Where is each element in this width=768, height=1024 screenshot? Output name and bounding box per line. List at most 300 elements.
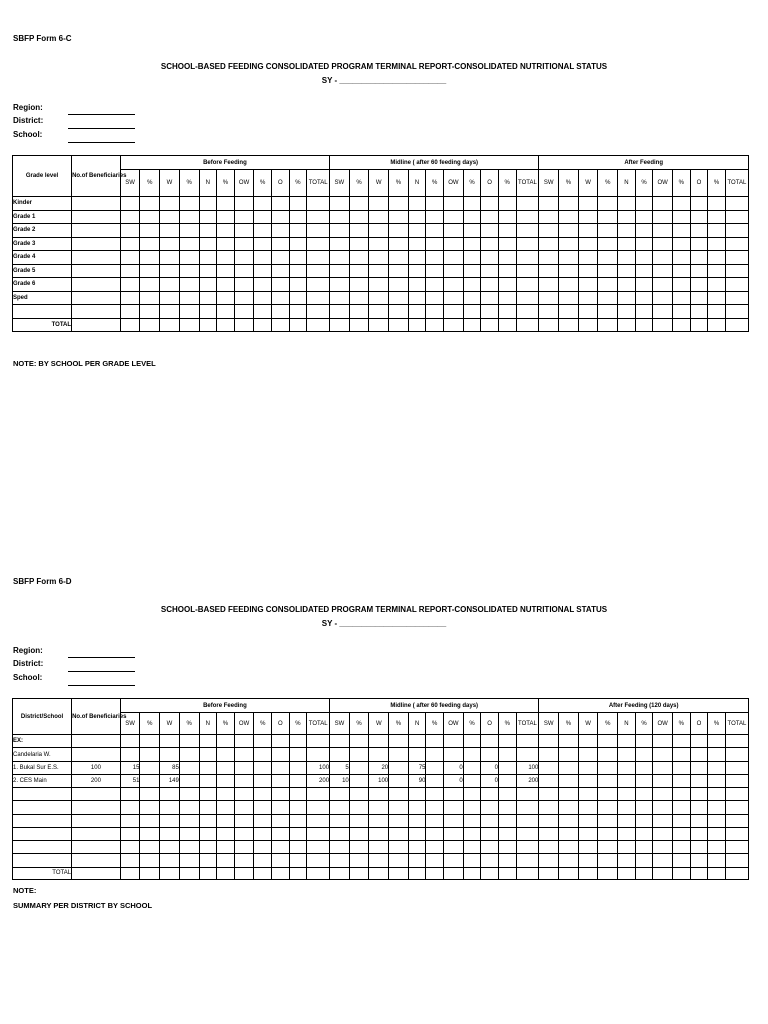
value-cell: 100 — [307, 762, 330, 775]
sub-header: % — [349, 170, 369, 197]
data-cell — [559, 210, 579, 224]
data-cell — [72, 801, 121, 814]
data-cell — [618, 319, 636, 332]
form-c-note: NOTE: BY SCHOOL PER GRADE LEVEL — [13, 359, 156, 368]
data-cell — [598, 788, 618, 801]
col-header-name: District/School — [13, 699, 72, 735]
data-cell — [369, 801, 389, 814]
data-cell — [690, 867, 708, 879]
data-cell — [140, 278, 160, 292]
data-cell — [498, 251, 516, 265]
data-cell — [618, 305, 636, 319]
data-cell — [179, 224, 199, 238]
data-cell — [254, 251, 272, 265]
sub-header: % — [598, 713, 618, 735]
sub-header: TOTAL — [725, 713, 748, 735]
data-cell — [539, 841, 559, 854]
school-name-cell: 2. CES Main — [13, 775, 72, 788]
data-cell — [369, 264, 389, 278]
data-cell — [725, 319, 748, 332]
data-cell — [598, 827, 618, 840]
data-cell — [254, 264, 272, 278]
data-cell — [272, 319, 290, 332]
data-cell — [349, 291, 369, 305]
data-cell — [498, 278, 516, 292]
data-cell — [635, 827, 653, 840]
data-cell — [272, 264, 290, 278]
data-cell — [179, 197, 199, 211]
data-cell — [369, 224, 389, 238]
data-cell — [444, 841, 464, 854]
data-cell — [539, 224, 559, 238]
data-cell — [673, 827, 691, 840]
data-cell — [120, 867, 140, 879]
data-cell — [330, 841, 350, 854]
data-cell — [690, 291, 708, 305]
value-cell: 100 — [516, 762, 539, 775]
data-cell — [272, 278, 290, 292]
data-cell — [708, 224, 726, 238]
sub-header: W — [160, 170, 180, 197]
data-cell — [690, 305, 708, 319]
data-cell — [498, 291, 516, 305]
data-cell — [307, 814, 330, 827]
data-cell — [72, 319, 121, 332]
data-cell — [708, 841, 726, 854]
data-cell — [578, 854, 598, 867]
data-cell — [254, 854, 272, 867]
data-cell — [444, 735, 464, 748]
data-cell — [289, 291, 307, 305]
data-cell — [199, 224, 217, 238]
data-cell — [254, 841, 272, 854]
data-cell — [516, 814, 539, 827]
data-cell — [498, 841, 516, 854]
data-cell — [578, 224, 598, 238]
data-cell — [725, 278, 748, 292]
table-row — [13, 305, 749, 319]
data-cell — [498, 264, 516, 278]
data-cell — [389, 841, 409, 854]
sub-header: % — [389, 713, 409, 735]
data-cell — [254, 827, 272, 840]
value-cell — [725, 775, 748, 788]
data-cell — [635, 291, 653, 305]
data-cell — [289, 237, 307, 251]
data-cell — [463, 210, 481, 224]
data-cell — [618, 841, 636, 854]
data-cell — [234, 305, 254, 319]
value-cell — [254, 762, 272, 775]
data-cell — [516, 197, 539, 211]
table-row — [13, 197, 749, 211]
data-cell — [578, 814, 598, 827]
data-cell — [673, 841, 691, 854]
table-row — [13, 210, 749, 224]
data-cell — [179, 305, 199, 319]
data-cell — [635, 264, 653, 278]
data-cell — [618, 197, 636, 211]
data-cell — [463, 224, 481, 238]
sub-header: W — [578, 170, 598, 197]
data-cell — [349, 224, 369, 238]
data-cell — [160, 801, 180, 814]
data-cell — [481, 264, 499, 278]
data-cell — [481, 210, 499, 224]
data-cell — [289, 788, 307, 801]
data-cell — [653, 814, 673, 827]
data-cell — [559, 237, 579, 251]
data-cell — [498, 827, 516, 840]
sub-header: W — [160, 713, 180, 735]
data-cell — [539, 814, 559, 827]
table-row — [13, 801, 749, 814]
data-cell — [463, 251, 481, 265]
data-cell — [618, 814, 636, 827]
data-cell — [369, 251, 389, 265]
data-cell — [444, 278, 464, 292]
data-cell — [578, 841, 598, 854]
data-cell — [408, 291, 426, 305]
data-cell — [120, 210, 140, 224]
table-row — [13, 264, 749, 278]
data-cell — [498, 854, 516, 867]
data-cell — [559, 841, 579, 854]
data-cell — [498, 867, 516, 879]
data-cell — [234, 291, 254, 305]
sub-header: OW — [653, 713, 673, 735]
data-cell — [234, 237, 254, 251]
data-cell — [369, 278, 389, 292]
data-cell — [463, 867, 481, 879]
data-cell — [408, 788, 426, 801]
data-cell — [349, 319, 369, 332]
data-cell — [653, 801, 673, 814]
data-cell — [578, 319, 598, 332]
value-cell — [653, 762, 673, 775]
data-cell — [708, 264, 726, 278]
data-cell — [234, 841, 254, 854]
data-cell — [516, 264, 539, 278]
data-cell — [217, 854, 235, 867]
data-cell — [673, 867, 691, 879]
data-cell — [444, 305, 464, 319]
data-cell — [598, 735, 618, 748]
data-cell — [444, 788, 464, 801]
data-cell — [708, 319, 726, 332]
value-cell: 149 — [160, 775, 180, 788]
data-cell — [289, 251, 307, 265]
sub-header: W — [369, 713, 389, 735]
data-cell — [481, 748, 499, 762]
data-cell — [307, 867, 330, 879]
data-cell — [120, 251, 140, 265]
data-cell — [349, 264, 369, 278]
data-cell — [140, 854, 160, 867]
data-cell — [708, 748, 726, 762]
form-c-id: SBFP Form 6-C — [13, 34, 72, 43]
data-cell — [72, 748, 121, 762]
data-cell — [217, 748, 235, 762]
data-cell — [349, 278, 369, 292]
data-cell — [72, 264, 121, 278]
sub-header: W — [578, 713, 598, 735]
value-cell — [498, 775, 516, 788]
group-header: After Feeding (120 days) — [539, 699, 749, 713]
data-cell — [140, 841, 160, 854]
data-cell — [672, 291, 690, 305]
data-cell — [426, 788, 444, 801]
data-cell — [481, 237, 499, 251]
sub-header: O — [481, 713, 499, 735]
data-cell — [463, 278, 481, 292]
data-cell — [199, 197, 217, 211]
data-cell — [481, 814, 499, 827]
data-cell — [426, 197, 444, 211]
data-cell — [653, 237, 673, 251]
value-cell — [463, 762, 481, 775]
data-cell — [516, 854, 539, 867]
table-row — [13, 775, 749, 788]
grade-level-cell: Sped — [13, 291, 72, 305]
data-cell — [598, 264, 618, 278]
data-cell — [120, 814, 140, 827]
data-cell — [272, 291, 290, 305]
data-cell — [539, 251, 559, 265]
data-cell — [179, 735, 199, 748]
sub-header: % — [140, 170, 160, 197]
data-cell — [120, 224, 140, 238]
data-cell — [690, 210, 708, 224]
data-cell — [426, 735, 444, 748]
data-cell — [672, 278, 690, 292]
data-cell — [307, 841, 330, 854]
data-cell — [349, 748, 369, 762]
data-cell — [349, 210, 369, 224]
data-cell — [72, 814, 121, 827]
sub-header: SW — [539, 170, 559, 197]
sub-header: TOTAL — [516, 713, 539, 735]
data-cell — [199, 264, 217, 278]
data-cell — [408, 251, 426, 265]
data-cell — [672, 210, 690, 224]
total-label: TOTAL — [13, 319, 72, 332]
value-cell — [140, 775, 160, 788]
data-cell — [389, 827, 409, 840]
data-cell — [72, 305, 121, 319]
data-cell — [272, 841, 290, 854]
data-cell — [559, 197, 579, 211]
data-cell — [618, 827, 636, 840]
data-cell — [234, 827, 254, 840]
data-cell — [272, 237, 290, 251]
data-cell — [725, 814, 748, 827]
data-cell — [179, 264, 199, 278]
data-cell — [481, 841, 499, 854]
data-cell — [426, 319, 444, 332]
data-cell — [289, 224, 307, 238]
data-cell — [578, 788, 598, 801]
data-cell — [725, 210, 748, 224]
value-cell — [234, 775, 254, 788]
data-cell — [672, 197, 690, 211]
data-cell — [426, 854, 444, 867]
data-cell — [618, 867, 636, 879]
sub-header: N — [408, 713, 426, 735]
data-cell — [272, 735, 290, 748]
data-cell — [179, 788, 199, 801]
data-cell — [254, 735, 272, 748]
sub-header: % — [672, 170, 690, 197]
data-cell — [307, 735, 330, 748]
data-cell — [369, 319, 389, 332]
data-cell — [272, 251, 290, 265]
value-cell — [389, 775, 409, 788]
data-cell — [289, 841, 307, 854]
value-cell — [389, 762, 409, 775]
data-cell — [199, 305, 217, 319]
data-cell — [217, 210, 235, 224]
data-cell — [199, 748, 217, 762]
data-cell — [179, 278, 199, 292]
data-cell — [234, 854, 254, 867]
data-cell — [498, 224, 516, 238]
data-cell — [690, 264, 708, 278]
data-cell — [444, 224, 464, 238]
data-cell — [618, 291, 636, 305]
data-cell — [349, 841, 369, 854]
data-cell — [349, 788, 369, 801]
sub-header: O — [272, 170, 290, 197]
data-cell — [653, 264, 673, 278]
data-cell — [140, 197, 160, 211]
data-cell — [539, 210, 559, 224]
data-cell — [498, 305, 516, 319]
data-cell — [598, 224, 618, 238]
value-cell — [199, 762, 217, 775]
data-cell — [708, 735, 726, 748]
data-cell — [179, 210, 199, 224]
data-cell — [481, 291, 499, 305]
data-cell — [539, 854, 559, 867]
table-row — [13, 237, 749, 251]
value-cell — [690, 762, 708, 775]
data-cell — [426, 210, 444, 224]
data-cell — [672, 305, 690, 319]
value-cell — [217, 762, 235, 775]
data-cell — [389, 278, 409, 292]
data-cell — [199, 827, 217, 840]
data-cell — [389, 210, 409, 224]
data-cell — [672, 224, 690, 238]
data-cell — [179, 867, 199, 879]
value-cell — [463, 775, 481, 788]
sub-header: OW — [444, 713, 464, 735]
sub-header: O — [690, 713, 708, 735]
data-cell — [72, 788, 121, 801]
data-cell — [690, 814, 708, 827]
data-cell — [463, 264, 481, 278]
data-cell — [559, 801, 579, 814]
data-cell — [199, 854, 217, 867]
data-cell — [516, 801, 539, 814]
sub-header: N — [199, 713, 217, 735]
data-cell — [559, 305, 579, 319]
data-cell — [272, 748, 290, 762]
data-cell — [725, 827, 748, 840]
value-cell: 0 — [444, 762, 464, 775]
sub-header: % — [498, 170, 516, 197]
data-cell — [72, 278, 121, 292]
data-cell — [426, 264, 444, 278]
grade-level-cell: Grade 5 — [13, 264, 72, 278]
data-cell — [72, 251, 121, 265]
value-cell — [618, 762, 636, 775]
data-cell — [272, 210, 290, 224]
data-cell — [690, 827, 708, 840]
data-cell — [120, 305, 140, 319]
data-cell — [217, 319, 235, 332]
form-d-note-text: SUMMARY PER DISTRICT BY SCHOOL — [13, 901, 153, 910]
data-cell — [72, 827, 121, 840]
data-cell — [120, 854, 140, 867]
data-cell — [708, 814, 726, 827]
data-cell — [349, 867, 369, 879]
data-cell — [408, 814, 426, 827]
value-cell — [539, 775, 559, 788]
value-cell — [708, 762, 726, 775]
data-cell — [72, 291, 121, 305]
data-cell — [408, 264, 426, 278]
data-cell — [120, 319, 140, 332]
sub-header: SW — [330, 170, 350, 197]
grade-level-cell: Grade 3 — [13, 237, 72, 251]
data-cell — [690, 251, 708, 265]
data-cell — [199, 291, 217, 305]
data-cell — [217, 867, 235, 879]
data-cell — [690, 237, 708, 251]
data-cell — [426, 814, 444, 827]
sub-header: % — [463, 713, 481, 735]
data-cell — [13, 854, 72, 867]
data-cell — [653, 224, 673, 238]
value-cell: 20 — [369, 762, 389, 775]
data-cell — [516, 735, 539, 748]
data-cell — [463, 801, 481, 814]
data-cell — [254, 748, 272, 762]
value-cell — [234, 762, 254, 775]
sub-header: % — [708, 713, 726, 735]
data-cell — [408, 278, 426, 292]
data-cell — [635, 748, 653, 762]
sub-header: TOTAL — [307, 713, 330, 735]
data-cell — [140, 305, 160, 319]
table-row — [13, 814, 749, 827]
value-cell: 90 — [408, 775, 426, 788]
data-cell — [408, 867, 426, 879]
data-cell — [254, 305, 272, 319]
data-cell — [725, 867, 748, 879]
data-cell — [140, 251, 160, 265]
data-cell — [254, 278, 272, 292]
total-row — [13, 867, 749, 879]
data-cell — [389, 305, 409, 319]
data-cell — [140, 735, 160, 748]
data-cell — [635, 867, 653, 879]
data-cell — [307, 305, 330, 319]
group-header: Before Feeding — [120, 699, 329, 713]
data-cell — [289, 197, 307, 211]
